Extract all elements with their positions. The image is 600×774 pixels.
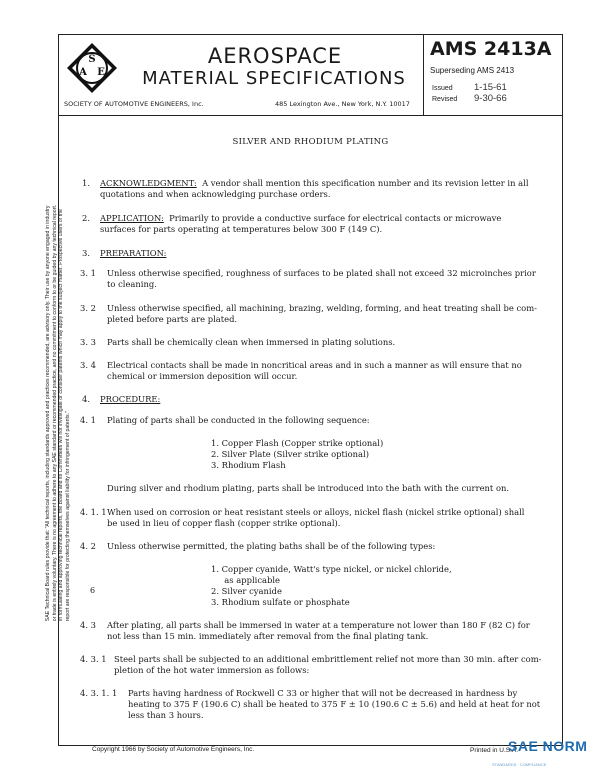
section-4-3-1-1-line1: Parts having hardness of Rockwell C 33 or higher that will not be decreased in hardness by (128, 688, 518, 698)
section-1-line2: quotations and when acknowledging purchase orders. (100, 189, 331, 199)
section-3-2-line1: Unless otherwise specified, all machining, brazing, welding, forming, and heat treating shall be com- (107, 303, 537, 313)
society-address: 485 Lexington Ave., New York, N.Y. 10017 (275, 100, 410, 108)
sae-logo-icon (66, 42, 118, 94)
society-name: SOCIETY OF AUTOMOTIVE ENGINEERS, Inc. (64, 100, 204, 108)
section-4-3-1-1-line2: heating to 375 F (190.6 C) shall be heated to 375 F ± 10 (190.6 C ± 5.6) and held at heat for not (128, 699, 541, 709)
section-3-1-line1: Unless otherwise specified, roughness of surfaces to be plated shall not exceed 32 microinches prior (107, 268, 536, 278)
list-item: 1. Copper cyanide, Watt's type nickel, or nickel chloride, (211, 564, 452, 574)
section-1-line1: ACKNOWLEDGMENT: A vendor shall mention this specification number and its revision letter in all (100, 178, 529, 188)
section-4-3-line2: not less than 15 min. immediately after removal from the final plating tank. (107, 631, 429, 641)
list-item: 2. Silver Plate (Silver strike optional) (211, 449, 369, 459)
section-4-1-line1: Plating of parts shall be conducted in the following sequence: (107, 415, 370, 425)
section-3-4-line2: chemical or immersion deposition will occur. (107, 371, 298, 381)
section-number: 4. 3. 1 (80, 654, 107, 664)
section-2-line2: surfaces for parts operating at temperatures below 300 F (149 C). (100, 224, 383, 234)
svg-text:S: S (88, 54, 96, 65)
spec-number: AMS 2413A (430, 38, 552, 60)
section-number: 4. 2 (80, 541, 96, 551)
section-4-3-1-line1: Steel parts shall be subjected to an additional embrittlement relief not more than 30 min. after com- (114, 654, 542, 664)
section-3-3-line1: Parts shall be chemically clean when immersed in plating solutions. (107, 337, 396, 347)
header-vertical-divider (423, 34, 424, 115)
section-heading: PREPARATION: (100, 248, 167, 258)
section-number: 3. (82, 248, 90, 258)
copyright-notice: Copyright 1966 by Society of Automotive Engineers, Inc. (92, 746, 255, 753)
issued-label: Issued (432, 85, 453, 92)
superseding-note: Superseding AMS 2413 (430, 66, 515, 75)
issued-date: 1-15-61 (474, 82, 507, 93)
margin-mark: 6 (90, 586, 96, 595)
header-divider (58, 115, 563, 116)
section-4-2-line1: Unless otherwise permitted, the plating baths shall be of the following types: (107, 541, 436, 551)
section-4-1-1-line1: When used on corrosion or heat resistant steels or alloys, nickel flash (nickel strike optional) shall (107, 507, 525, 517)
section-number: 3. 1 (80, 268, 96, 278)
sae-norm-watermark: SAE NORM (508, 738, 588, 754)
section-number: 4. 1. 1 (80, 507, 107, 517)
section-3-4-line1: Electrical contacts shall be made in noncritical areas and in such a manner as will ensure that no (107, 360, 522, 370)
section-number: 4. (82, 394, 90, 404)
header-title-line2: MATERIAL SPECIFICATIONS (142, 68, 406, 89)
section-4-3-1-1-line3: less than 3 hours. (128, 710, 204, 720)
list-item: as applicable (211, 575, 281, 585)
section-number: 3. 3 (80, 337, 96, 347)
watermark-subtitle: STANDARDS · COMPLIANCE (492, 762, 547, 767)
section-number: 1. (82, 178, 90, 188)
section-number: 2. (82, 213, 90, 223)
section-heading: ACKNOWLEDGMENT: (100, 178, 197, 188)
header-title-line1: AEROSPACE (207, 44, 343, 68)
section-number: 4. 3. 1. 1 (80, 688, 118, 698)
list-item: 3. Rhodium Flash (211, 460, 286, 470)
section-number: 4. 1 (80, 415, 96, 425)
sae-technical-board-notice: SAE Technical Board rules provide that: "All technical reports, including standards approved and practices recommended, are advisory only. Their use by anyone engaged in industry or trade is entirely voluntary. There is no agreement to adhere to any SAE standard or recommended practice, and no commitment to conform to or be guided by any technical report. In formulating and approving technical reports, the Board and its Committees will not investigate or consider patents which may apply to the subject matter. Prospective users of the report are responsible for protecting themselves against liability for infringement of patents." (44, 204, 71, 622)
list-item: 2. Silver cyanide (211, 586, 282, 596)
list-item: 3. Rhodium sulfate or phosphate (211, 597, 350, 607)
svg-text:A: A (79, 67, 87, 78)
section-number: 3. 4 (80, 360, 96, 370)
section-2-line1: APPLICATION: Primarily to provide a conductive surface for electrical contacts or microwave (100, 213, 502, 223)
section-4-1-after: During silver and rhodium plating, parts shall be introduced into the bath with the current on. (107, 483, 510, 493)
section-3-1-line2: to cleaning. (107, 279, 157, 289)
section-heading: APPLICATION: (100, 213, 164, 223)
section-number: 4. 3 (80, 620, 96, 630)
printed-in-usa: Printed in U.S.A. (470, 747, 519, 754)
section-number: 3. 2 (80, 303, 96, 313)
svg-text:E: E (97, 67, 105, 78)
revised-label: Revised (432, 96, 458, 103)
list-item: 1. Copper Flash (Copper strike optional) (211, 438, 384, 448)
document-title: SILVER AND RHODIUM PLATING (232, 137, 389, 147)
section-4-3-1-line2: pletion of the hot water immersion as follows: (114, 665, 310, 675)
section-4-3-line1: After plating, all parts shall be immersed in water at a temperature not lower than 180 F (82 C) for (107, 620, 530, 630)
section-4-1-1-line2: be used in lieu of copper flash (copper strike optional). (107, 518, 341, 528)
revised-date: 9-30-66 (474, 93, 507, 104)
section-heading: PROCEDURE: (100, 394, 161, 404)
section-3-2-line2: pleted before parts are plated. (107, 314, 238, 324)
